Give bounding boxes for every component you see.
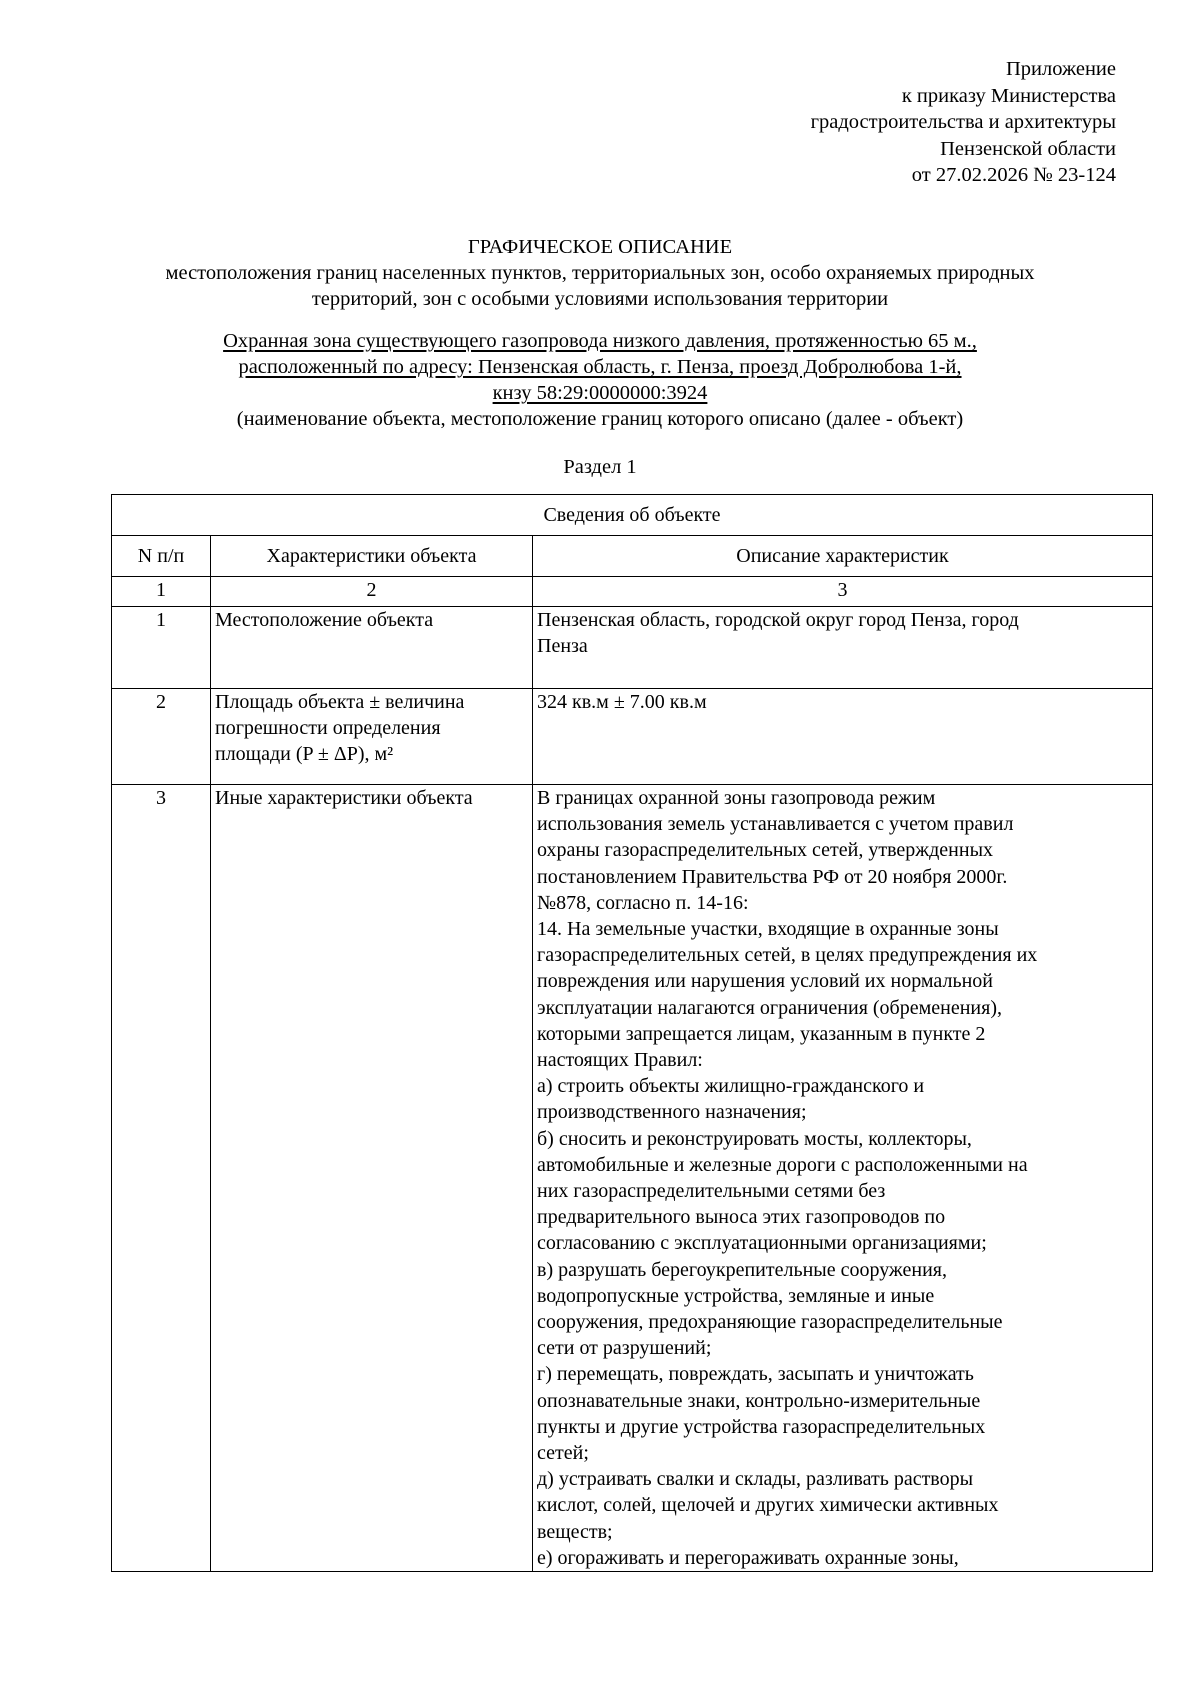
object-info-table [111, 494, 1153, 1572]
row-description: Пензенская область, городской округ город Пенза, город Пенза [533, 607, 1153, 689]
title-subtitle: территорий, зон с особыми условиями использования территории [311, 288, 889, 310]
object-name-line: кнзу 58:29:0000000:3924 [492, 382, 708, 404]
document-title [100, 234, 1100, 312]
row-characteristic: Площадь объекта ± величина погрешности определения площади (P ± ΔP), м² [211, 689, 533, 785]
row-number: 3 [112, 785, 211, 1572]
appendix-line: от 27.02.2026 № 23-124 [911, 164, 1116, 186]
table-row [112, 607, 1153, 689]
object-name-line: Охранная зона существующего газопровода низкого давления, протяженностью 65 м., [223, 330, 977, 352]
appendix-line: Приложение [1005, 58, 1116, 80]
column-number: 3 [533, 577, 1153, 607]
table-row [112, 785, 1153, 1572]
object-caption: (наименование объекта, местоположение границ которого описано (далее - объект) [236, 408, 964, 430]
appendix-line: к приказу Министерства [901, 84, 1116, 107]
column-number: 1 [112, 577, 211, 607]
object-name-block [100, 328, 1100, 432]
section-title: Раздел 1 [563, 456, 637, 478]
column-number: 2 [211, 577, 533, 607]
appendix-line: Пензенской области [940, 137, 1116, 160]
row-description: 324 кв.м ± 7.00 кв.м [533, 689, 1153, 785]
table-caption: Сведения об объекте [112, 495, 1153, 536]
title-heading: ГРАФИЧЕСКОЕ ОПИСАНИЕ [467, 236, 733, 258]
title-subtitle: местоположения границ населенных пунктов, территориальных зон, особо охраняемых природных [165, 262, 1035, 284]
header-description: Описание характеристик [533, 536, 1153, 577]
appendix-line: градостроительства и архитектуры [810, 111, 1116, 133]
row-number: 2 [112, 689, 211, 785]
appendix-header [811, 56, 1116, 189]
row-characteristic: Местоположение объекта [211, 607, 533, 689]
table-row [112, 689, 1153, 785]
object-name-line: расположенный по адресу: Пензенская область, г. Пенза, проезд Добролюбова 1-й, [238, 356, 962, 378]
row-characteristic: Иные характеристики объекта [211, 785, 533, 1572]
header-characteristic: Характеристики объекта [211, 536, 533, 577]
row-description: В границах охранной зоны газопровода режим использования земель устанавливается с учетом правил охраны газораспределительных сетей, утвержденных постановлением Правительства РФ от 20 ноября 2000г. №878, согласно п. 14-16: 14. На земельные участки, входящие в охранные зоны газораспределительных сетей, в целях предупреждения их повреждения или нарушения условий их нормальной эксплуатации налагаются ограничения (обременения), которыми запрещается лицам, указанным в пункте 2 настоящих Правил: а) строить объекты жилищно-гражданского и производственного назначения; б) сносить и реконструировать мосты, коллекторы, автомобильные и железные дороги с расположенными на них газораспределительными сетями без предварительного выноса этих газопроводов по согласованию с эксплуатационными организациями; в) разрушать берегоукрепительные сооружения, водопропускные устройства, земляные и иные сооружения, предохраняющие газораспределительные сети от разрушений; г) перемещать, повреждать, засыпать и уничтожать опознавательные знаки, контрольно-измерительные пункты и другие устройства газораспределительных сетей; д) устраивать свалки и склады, разливать растворы кислот, солей, щелочей и других химически активных веществ; е) огораживать и перегораживать охранные зоны, [533, 785, 1153, 1572]
header-number: N п/п [112, 536, 211, 577]
row-number: 1 [112, 607, 211, 689]
